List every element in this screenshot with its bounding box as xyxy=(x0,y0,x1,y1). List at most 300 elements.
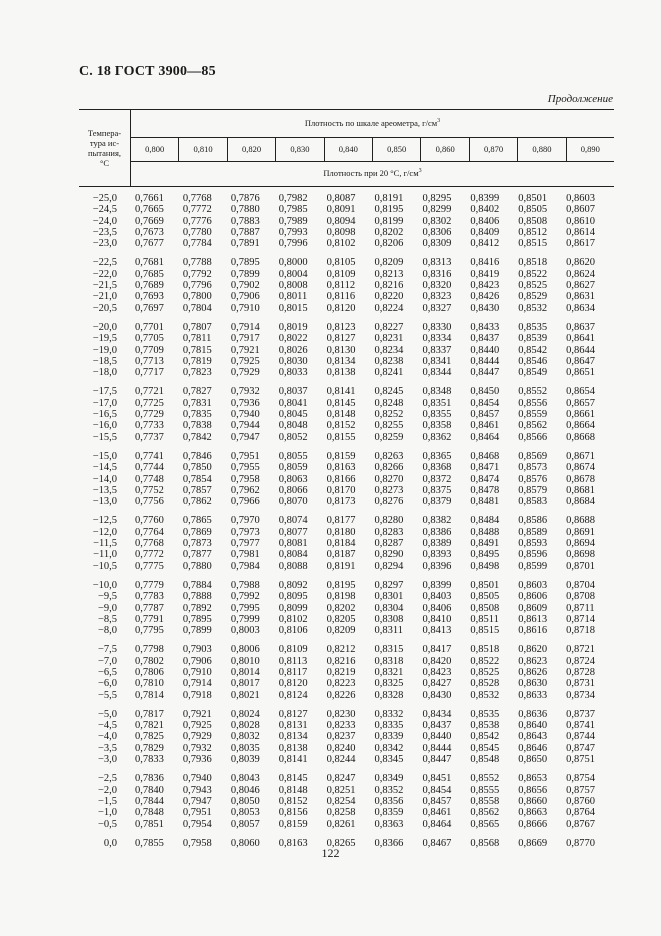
density-cell: 0,8661 xyxy=(566,409,596,421)
density-cell: 0,8363 xyxy=(374,818,404,830)
temperature-cell: −10,0 xyxy=(92,579,117,591)
density-cell: 0,8650 xyxy=(518,754,548,766)
temperature-cell: −14,5 xyxy=(92,462,117,474)
density-cell: 0,8663 xyxy=(518,807,548,819)
density-cell: 0,8643 xyxy=(518,731,548,743)
temperature-cell: −14,0 xyxy=(92,473,117,485)
density-cell: 0,7914 xyxy=(182,678,212,690)
density-cell: 0,8409 xyxy=(470,226,500,238)
density-cell: 0,8532 xyxy=(470,689,500,701)
density-cell: 0,7807 xyxy=(182,321,212,333)
row-group xyxy=(79,322,614,378)
density-cell: 0,7851 xyxy=(135,818,164,830)
table-row xyxy=(79,269,614,280)
temperature-cell: −21,0 xyxy=(92,291,117,303)
density-cell: 0,7788 xyxy=(182,257,212,269)
density-cell: 0,7796 xyxy=(182,280,212,292)
spacer xyxy=(117,238,135,249)
table-row xyxy=(79,614,614,625)
temperature-cell: −3,5 xyxy=(97,742,117,754)
density-cell: 0,7895 xyxy=(182,613,212,625)
density-cell: 0,8000 xyxy=(278,257,308,269)
density-cell: 0,8233 xyxy=(326,720,356,732)
density-cell: 0,8348 xyxy=(422,386,452,398)
density-cell: 0,8515 xyxy=(470,625,500,637)
density-cell: 0,8325 xyxy=(374,678,404,690)
density-cell: 0,8088 xyxy=(278,560,308,572)
density-cell: 0,8302 xyxy=(422,215,452,227)
density-cell: 0,8011 xyxy=(278,291,308,303)
density-cell: 0,7764 xyxy=(135,526,164,538)
density-cell: 0,7772 xyxy=(182,204,212,216)
spacer xyxy=(117,291,135,302)
density-cell: 0,8593 xyxy=(518,538,548,550)
density-cell: 0,8606 xyxy=(518,591,548,603)
spacer xyxy=(117,216,135,227)
density-cell: 0,8375 xyxy=(422,484,452,496)
spacer xyxy=(117,709,135,720)
density-cell: 0,8457 xyxy=(470,409,500,421)
density-cell: 0,8525 xyxy=(470,666,500,678)
spacer xyxy=(117,409,135,420)
density-cell: 0,8102 xyxy=(278,613,308,625)
density-cell: 0,8640 xyxy=(518,720,548,732)
density-cell: 0,7835 xyxy=(182,409,212,421)
density-cell: 0,8626 xyxy=(518,666,548,678)
table-row xyxy=(79,257,614,268)
density-cell: 0,7772 xyxy=(135,549,164,561)
density-cell: 0,7903 xyxy=(182,644,212,656)
density-cell: 0,7873 xyxy=(182,538,212,550)
density-cell: 0,8191 xyxy=(374,193,404,204)
density-cell: 0,8744 xyxy=(566,731,596,743)
density-cell: 0,7848 xyxy=(135,807,164,819)
density-cell: 0,8711 xyxy=(566,602,595,614)
density-cell: 0,8731 xyxy=(566,678,596,690)
spacer xyxy=(117,731,135,742)
spacer xyxy=(117,690,135,701)
density-cell: 0,8508 xyxy=(518,215,548,227)
continuation-label: Продолжение xyxy=(547,93,613,105)
page-number: 122 xyxy=(321,846,340,860)
density-table xyxy=(79,109,614,857)
table-row xyxy=(79,603,614,614)
row-group xyxy=(79,257,614,313)
density-cell: 0,8134 xyxy=(278,731,308,743)
density-cell: 0,8366 xyxy=(374,837,404,849)
row-group xyxy=(79,515,614,571)
density-cell: 0,8447 xyxy=(470,367,500,379)
table-row xyxy=(79,193,614,204)
density-cell: 0,8566 xyxy=(518,431,548,443)
density-cell: 0,8050 xyxy=(230,795,260,807)
density-cell: 0,8335 xyxy=(374,720,404,732)
density-cell: 0,8008 xyxy=(278,280,308,292)
density-cell: 0,7914 xyxy=(230,321,260,333)
density-cell: 0,8112 xyxy=(326,280,356,292)
density-cell: 0,7815 xyxy=(182,344,212,356)
density-cell: 0,7887 xyxy=(230,226,260,238)
density-cell: 0,8252 xyxy=(374,409,404,421)
density-cell: 0,8037 xyxy=(278,386,308,398)
density-cell: 0,8259 xyxy=(374,431,404,443)
density-cell: 0,8444 xyxy=(470,355,500,367)
density-cell: 0,8734 xyxy=(566,689,596,701)
temperature-cell: −1,5 xyxy=(97,795,117,807)
density-cell: 0,8678 xyxy=(566,473,596,485)
density-cell: 0,8747 xyxy=(566,742,596,754)
density-cell: 0,8026 xyxy=(278,344,308,356)
temperature-cell: −2,5 xyxy=(97,773,117,785)
table-row xyxy=(79,743,614,754)
density-cell: 0,8184 xyxy=(326,538,356,550)
density-cell: 0,8124 xyxy=(278,689,308,701)
density-cell: 0,8035 xyxy=(230,742,260,754)
density-cell: 0,8311 xyxy=(374,625,404,637)
temperature-cell: −4,0 xyxy=(97,731,117,743)
density-cell: 0,8138 xyxy=(278,742,308,754)
density-cell: 0,8576 xyxy=(518,473,548,485)
table-row xyxy=(79,367,614,378)
density-cell: 0,8427 xyxy=(422,678,452,690)
temperature-cell: −24,0 xyxy=(92,215,117,227)
density-cell: 0,8586 xyxy=(518,515,548,527)
density-cell: 0,8641 xyxy=(566,333,596,345)
density-cell: 0,8447 xyxy=(422,754,452,766)
temperature-cell: −24,5 xyxy=(92,204,117,216)
density-cell: 0,7985 xyxy=(278,204,308,216)
spacer xyxy=(117,515,135,526)
density-cell: 0,8637 xyxy=(566,321,596,333)
density-cell: 0,8454 xyxy=(422,784,452,796)
density-cell: 0,8751 xyxy=(566,754,596,766)
density-cell: 0,8660 xyxy=(518,795,548,807)
temperature-cell: −6,0 xyxy=(97,678,117,690)
density-cell: 0,8417 xyxy=(422,644,452,656)
table-row xyxy=(79,561,614,572)
density-cell: 0,7996 xyxy=(278,238,308,250)
table-row xyxy=(79,538,614,549)
density-cell: 0,8245 xyxy=(374,386,404,398)
table-row xyxy=(79,549,614,560)
density-cell: 0,7943 xyxy=(182,784,212,796)
temperature-cell: −1,0 xyxy=(97,807,117,819)
table-row xyxy=(79,462,614,473)
density-cell: 0,8623 xyxy=(518,655,548,667)
temperature-cell: −18,0 xyxy=(92,367,117,379)
density-cell: 0,8230 xyxy=(326,708,356,720)
density-cell: 0,8219 xyxy=(326,666,356,678)
density-cell: 0,7748 xyxy=(135,473,164,485)
density-cell: 0,8508 xyxy=(470,602,500,614)
spacer xyxy=(117,773,135,784)
density-cell: 0,8059 xyxy=(278,462,308,474)
spacer xyxy=(117,333,135,344)
density-cell: 0,8674 xyxy=(566,462,596,474)
row-group xyxy=(79,644,614,700)
density-cell: 0,8352 xyxy=(374,784,404,796)
density-cell: 0,8583 xyxy=(518,496,548,508)
spacer xyxy=(117,322,135,333)
density-cell: 0,7962 xyxy=(230,484,260,496)
density-cell: 0,8603 xyxy=(518,579,548,591)
page-header: С. 18 ГОСТ 3900—85 xyxy=(79,64,216,79)
density-cell: 0,8287 xyxy=(374,538,404,550)
density-at-20-header-text: Плотность при 20 °С, г/см xyxy=(323,168,419,178)
density-cell: 0,8240 xyxy=(326,742,356,754)
density-cell: 0,7779 xyxy=(135,579,164,591)
density-cell: 0,7910 xyxy=(182,666,212,678)
density-at-20-header-sup: 3 xyxy=(418,168,422,174)
density-cell: 0,8770 xyxy=(566,837,596,849)
density-cell: 0,7940 xyxy=(230,409,260,421)
density-cell: 0,7768 xyxy=(135,538,164,550)
temperature-cell: −13,5 xyxy=(92,484,117,496)
density-column-header: 0,850 xyxy=(372,137,420,161)
density-cell: 0,8764 xyxy=(566,807,596,819)
density-cell: 0,8440 xyxy=(470,344,500,356)
density-cell: 0,7906 xyxy=(182,655,212,667)
density-cell: 0,8304 xyxy=(374,602,404,614)
density-cell: 0,7921 xyxy=(230,344,260,356)
density-cell: 0,8332 xyxy=(374,708,404,720)
density-cell: 0,7932 xyxy=(182,742,212,754)
density-cell: 0,8633 xyxy=(518,689,548,701)
density-cell: 0,8241 xyxy=(374,367,404,379)
table-row xyxy=(79,451,614,462)
density-cell: 0,8070 xyxy=(278,496,308,508)
table-row xyxy=(79,227,614,238)
density-cell: 0,8382 xyxy=(422,515,452,527)
spacer xyxy=(117,485,135,496)
density-cell: 0,8163 xyxy=(278,837,308,849)
density-cell: 0,7775 xyxy=(135,560,164,572)
table-row xyxy=(79,656,614,667)
density-cell: 0,8542 xyxy=(470,731,500,743)
density-cell: 0,8106 xyxy=(278,625,308,637)
density-cell: 0,8419 xyxy=(470,268,500,280)
density-cell: 0,7884 xyxy=(182,579,212,591)
density-cell: 0,7802 xyxy=(135,655,164,667)
density-cell: 0,8532 xyxy=(518,302,548,314)
temperature-cell: −18,5 xyxy=(92,355,117,367)
density-cell: 0,8393 xyxy=(422,549,452,561)
density-cell: 0,8412 xyxy=(470,238,500,250)
row-group xyxy=(79,451,614,507)
density-cell: 0,8562 xyxy=(470,807,500,819)
density-cell: 0,8177 xyxy=(326,515,356,527)
density-cell: 0,8159 xyxy=(326,450,356,462)
density-cell: 0,8212 xyxy=(326,644,356,656)
spacer xyxy=(117,644,135,655)
density-cell: 0,8030 xyxy=(278,355,308,367)
table-row xyxy=(79,204,614,215)
density-cell: 0,7910 xyxy=(230,302,260,314)
density-cell: 0,8704 xyxy=(566,579,596,591)
temperature-cell: −10,5 xyxy=(92,560,117,572)
temperature-cell: −4,5 xyxy=(97,720,117,732)
spacer xyxy=(117,345,135,356)
temperature-cell: −3,0 xyxy=(97,754,117,766)
density-cell: 0,8066 xyxy=(278,484,308,496)
density-cell: 0,8461 xyxy=(422,807,452,819)
density-cell: 0,8464 xyxy=(470,431,500,443)
table-row xyxy=(79,409,614,420)
density-cell: 0,7827 xyxy=(182,386,212,398)
density-cell: 0,8646 xyxy=(518,742,548,754)
density-cell: 0,8450 xyxy=(470,386,500,398)
density-cell: 0,7791 xyxy=(135,613,164,625)
density-cell: 0,8294 xyxy=(374,560,404,572)
spacer xyxy=(117,451,135,462)
density-cell: 0,8589 xyxy=(518,526,548,538)
density-cell: 0,8669 xyxy=(518,837,548,849)
density-cell: 0,8437 xyxy=(422,720,452,732)
spacer xyxy=(117,561,135,572)
density-cell: 0,8301 xyxy=(374,591,404,603)
density-cell: 0,8518 xyxy=(470,644,500,656)
density-cell: 0,8113 xyxy=(278,655,308,667)
spacer xyxy=(117,580,135,591)
spacer xyxy=(117,625,135,636)
density-cell: 0,8624 xyxy=(566,268,596,280)
density-cell: 0,8220 xyxy=(374,291,404,303)
density-cell: 0,8202 xyxy=(326,602,356,614)
spacer xyxy=(117,496,135,507)
density-cell: 0,8152 xyxy=(278,795,308,807)
density-at-20-header xyxy=(131,161,614,186)
density-cell: 0,8430 xyxy=(470,302,500,314)
density-cell: 0,7717 xyxy=(135,367,164,379)
spacer xyxy=(117,785,135,796)
temperature-cell: −11,5 xyxy=(93,538,117,550)
spacer xyxy=(117,743,135,754)
table-row xyxy=(79,398,614,409)
density-cell: 0,8345 xyxy=(374,754,404,766)
density-cell: 0,8299 xyxy=(422,204,452,216)
density-cell: 0,8043 xyxy=(230,773,260,785)
table-row xyxy=(79,591,614,602)
density-cell: 0,8651 xyxy=(566,367,596,379)
density-cell: 0,8721 xyxy=(566,644,596,656)
row-group xyxy=(79,580,614,636)
density-cell: 0,8737 xyxy=(566,708,596,720)
density-cell: 0,8668 xyxy=(566,431,596,443)
density-cell: 0,7958 xyxy=(230,473,260,485)
density-cell: 0,7705 xyxy=(135,333,164,345)
density-cell: 0,8092 xyxy=(278,579,308,591)
density-cell: 0,8327 xyxy=(422,302,452,314)
density-cell: 0,8568 xyxy=(470,837,500,849)
spacer xyxy=(117,754,135,765)
table-row xyxy=(79,291,614,302)
density-cell: 0,7838 xyxy=(182,420,212,432)
density-column-header: 0,890 xyxy=(566,137,614,161)
density-cell: 0,7669 xyxy=(135,215,164,227)
density-cell: 0,7850 xyxy=(182,462,212,474)
temperature-cell: −19,0 xyxy=(92,344,117,356)
density-cell: 0,8099 xyxy=(278,602,308,614)
density-column-header: 0,800 xyxy=(145,144,165,154)
table-row xyxy=(79,527,614,538)
density-cell: 0,8644 xyxy=(566,344,596,356)
table-row xyxy=(79,474,614,485)
density-cell: 0,8109 xyxy=(326,268,356,280)
density-cell: 0,7752 xyxy=(135,484,164,496)
density-cell: 0,7951 xyxy=(230,450,260,462)
density-cell: 0,8328 xyxy=(374,689,404,701)
density-cell: 0,8323 xyxy=(422,291,452,303)
spacer xyxy=(117,656,135,667)
density-column-header: 0,830 xyxy=(275,137,323,161)
density-cell: 0,8283 xyxy=(374,526,404,538)
density-cell: 0,7888 xyxy=(182,591,212,603)
temperature-cell: −25,0 xyxy=(92,193,117,204)
density-cell: 0,7981 xyxy=(230,549,260,561)
temperature-cell: −19,5 xyxy=(92,333,117,345)
density-cell: 0,8545 xyxy=(470,742,500,754)
density-cell: 0,8120 xyxy=(326,302,356,314)
spacer xyxy=(117,549,135,560)
density-cell: 0,7973 xyxy=(230,526,260,538)
density-cell: 0,7917 xyxy=(230,333,260,345)
table-row xyxy=(79,690,614,701)
density-cell: 0,8647 xyxy=(566,355,596,367)
spacer xyxy=(117,386,135,397)
spacer xyxy=(117,227,135,238)
density-cell: 0,7857 xyxy=(182,484,212,496)
density-cell: 0,8433 xyxy=(470,321,500,333)
density-cell: 0,8495 xyxy=(470,549,500,561)
density-cell: 0,8238 xyxy=(374,355,404,367)
density-cell: 0,8159 xyxy=(278,818,308,830)
table-row xyxy=(79,322,614,333)
density-cell: 0,8406 xyxy=(422,602,452,614)
density-cell: 0,7725 xyxy=(135,397,164,409)
density-cell: 0,8464 xyxy=(422,818,452,830)
density-cell: 0,8416 xyxy=(470,257,500,269)
density-cell: 0,7999 xyxy=(230,613,260,625)
density-cell: 0,8163 xyxy=(326,462,356,474)
density-cell: 0,8306 xyxy=(422,226,452,238)
density-cell: 0,7891 xyxy=(230,238,260,250)
density-column-header: 0,870 xyxy=(469,137,517,161)
density-cell: 0,8616 xyxy=(518,625,548,637)
density-cell: 0,8138 xyxy=(326,367,356,379)
density-cell: 0,8148 xyxy=(278,784,308,796)
density-cell: 0,7958 xyxy=(182,837,212,849)
density-cell: 0,7721 xyxy=(135,386,164,398)
density-cell: 0,8741 xyxy=(566,720,596,732)
temperature-cell: −9,0 xyxy=(97,602,117,614)
table-row xyxy=(79,720,614,731)
density-cell: 0,8003 xyxy=(230,625,260,637)
temperature-cell: −15,5 xyxy=(92,431,117,443)
density-cell: 0,8603 xyxy=(566,193,596,204)
density-cell: 0,7869 xyxy=(182,526,212,538)
density-cell: 0,7737 xyxy=(135,431,164,443)
density-cell: 0,7940 xyxy=(182,773,212,785)
density-cell: 0,8010 xyxy=(230,655,260,667)
spacer xyxy=(117,603,135,614)
density-cell: 0,7840 xyxy=(135,784,164,796)
table-row xyxy=(79,785,614,796)
density-cell: 0,8614 xyxy=(566,226,596,238)
density-cell: 0,7681 xyxy=(135,257,164,269)
density-cell: 0,7842 xyxy=(182,431,212,443)
temperature-cell: −13,0 xyxy=(92,496,117,508)
density-cell: 0,7895 xyxy=(230,257,260,269)
